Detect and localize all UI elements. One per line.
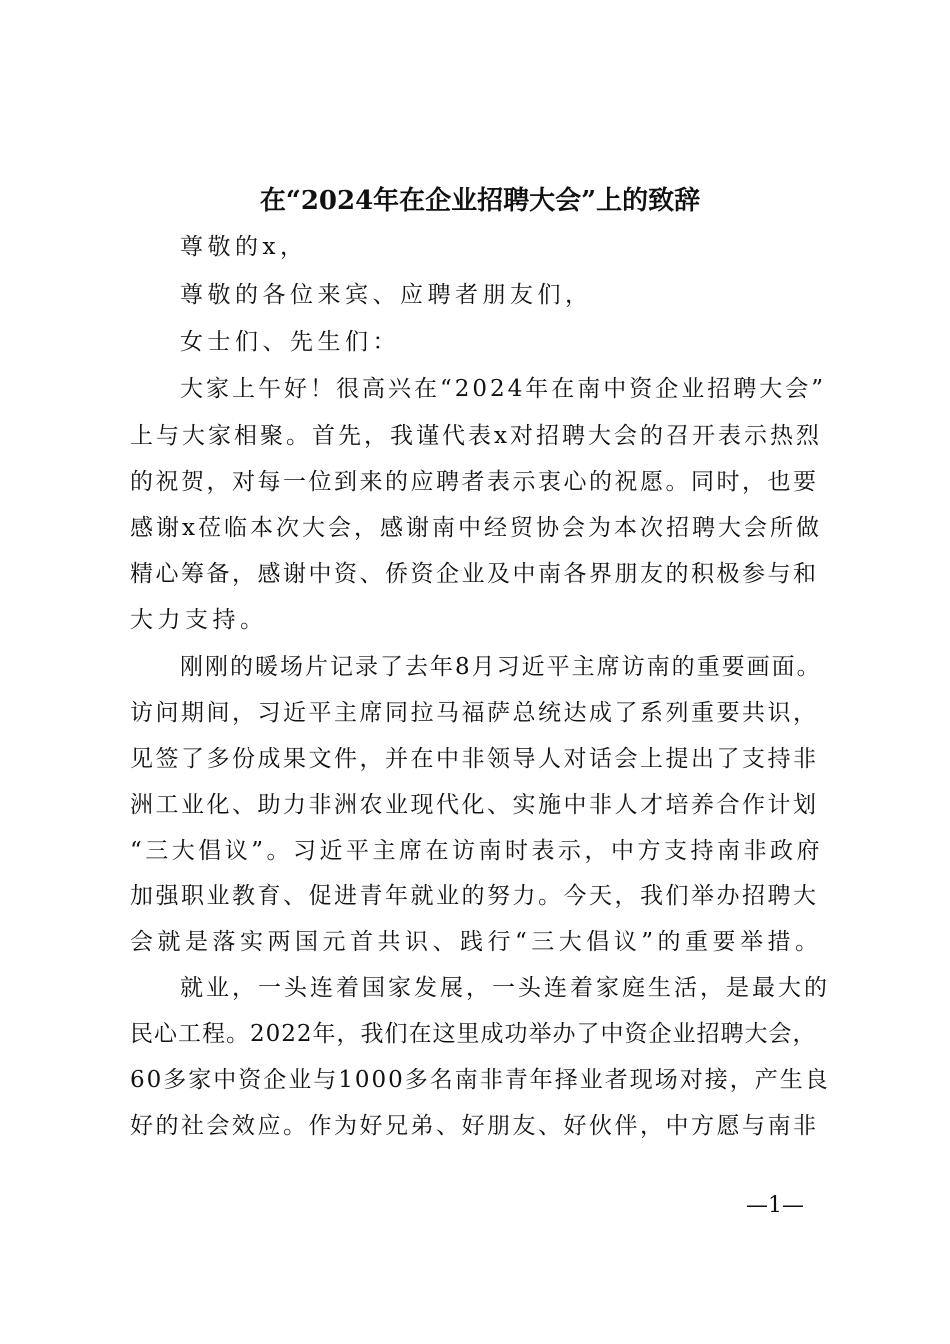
salutation-line: 尊敬的各位来宾、应聘者朋友们，	[180, 282, 593, 308]
paragraph-line: 好的社会效应。作为好兄弟、好朋友、好伙伴，中方愿与南非	[130, 1113, 819, 1139]
paragraph-line: 洲工业化、助力非洲农业现代化、实施中非人才培养合作计划	[130, 792, 819, 818]
paragraph-line: 感谢x莅临本次大会，感谢南中经贸协会为本次招聘大会所做	[130, 515, 822, 541]
document-title: 在“2024年在企业招聘大会”上的致辞	[259, 186, 701, 216]
paragraph-line: 的祝贺，对每一位到来的应聘者表示衷心的祝愿。同时，也要	[130, 469, 819, 495]
paragraph-line: 就业，一头连着国家发展，一头连着家庭生活，是最大的	[180, 975, 830, 1001]
page-number: —1—	[746, 1193, 804, 1218]
paragraph-line: 刚刚的暖场片记录了去年8月习近平主席访南的重要画面。	[180, 654, 822, 680]
paragraph-line: 民心工程。2022年，我们在这里成功举办了中资企业招聘大会，	[130, 1021, 817, 1047]
salutation-line: 女士们、先生们：	[180, 329, 400, 355]
paragraph-line: 上与大家相聚。首先，我谨代表x对招聘大会的召开表示热烈	[130, 423, 822, 449]
paragraph-line: 访问期间，习近平主席同拉马福萨总统达成了系列重要共识，	[130, 700, 819, 726]
paragraph-line: 加强职业教育、促进青年就业的努力。今天，我们举办招聘大	[130, 883, 819, 909]
paragraph-line: “三大倡议”。习近平主席在访南时表示，中方支持南非政府	[130, 838, 824, 864]
salutation-line: 尊敬的x，	[180, 234, 308, 260]
paragraph-line: 会就是落实两国元首共识、践行“三大倡议”的重要举措。	[130, 929, 823, 955]
paragraph-line: 大力支持。	[130, 607, 268, 633]
paragraph-line: 精心筹备，感谢中资、侨资企业及中南各界朋友的积极参与和	[130, 561, 819, 587]
paragraph-line: 60多家中资企业与1000多名南非青年择业者现场对接，产生良	[130, 1067, 830, 1093]
paragraph-line: 见签了多份成果文件，并在中非领导人对话会上提出了支持非	[130, 746, 819, 772]
paragraph-line: 大家上午好！很高兴在“2024年在南中资企业招聘大会”	[180, 376, 827, 402]
